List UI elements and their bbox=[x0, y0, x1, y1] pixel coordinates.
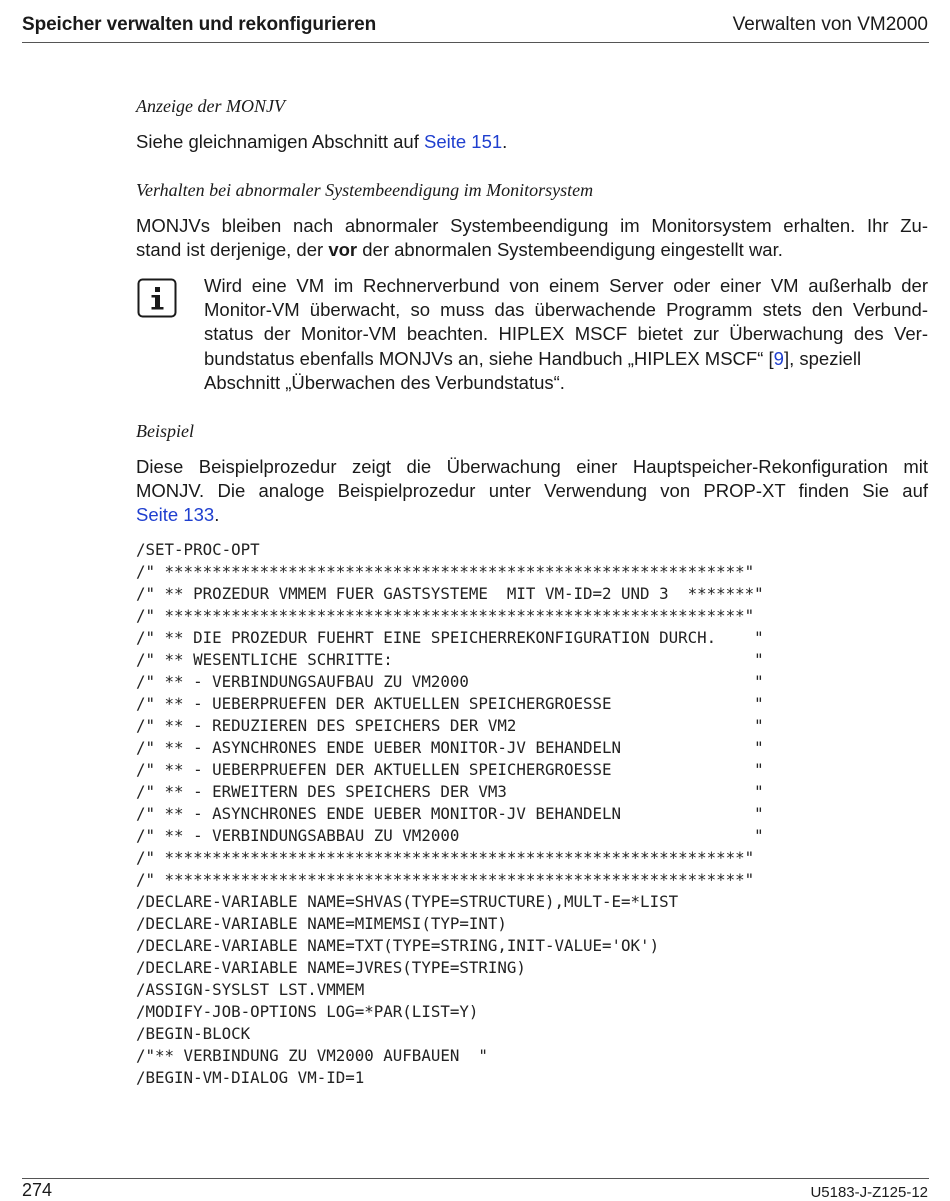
code-line: /BEGIN-BLOCK bbox=[136, 1024, 251, 1043]
document-id: U5183-J-Z125-12 bbox=[810, 1184, 928, 1201]
info-note bbox=[204, 274, 928, 395]
code-line: /MODIFY-JOB-OPTIONS LOG=*PAR(LIST=Y) bbox=[136, 1002, 479, 1021]
paragraph-text: stand ist derjenige, der bbox=[136, 239, 329, 260]
code-line: /" *************************************************************" bbox=[136, 606, 755, 625]
code-line: /" ** PROZEDUR VMMEM FUER GASTSYSTEME MIT VM-ID=2 UND 3 *******" bbox=[136, 584, 764, 603]
paragraph-abnormale-beendigung bbox=[136, 214, 928, 262]
info-icon bbox=[137, 278, 177, 318]
code-line: /" ** - REDUZIEREN DES SPEICHERS DER VM2 " bbox=[136, 716, 764, 735]
code-line: /ASSIGN-SYSLST LST.VMMEM bbox=[136, 980, 365, 999]
note-line: Wird eine VM im Rechnerverbund von einem Server oder einer VM außerhalb der bbox=[204, 275, 928, 296]
note-text: bundstatus ebenfalls MONJVs an, siehe Handbuch „HIPLEX MSCF“ [ bbox=[204, 347, 774, 369]
paragraph-anzeige bbox=[136, 130, 928, 154]
code-line: /" ** WESENTLICHE SCHRITTE: " bbox=[136, 650, 764, 669]
heading-abnormale-beendigung: Verhalten bei abnormaler Systembeendigung im Monitorsystem bbox=[136, 180, 594, 200]
running-header-chapter: Verwalten von VM2000 bbox=[732, 14, 928, 35]
paragraph-line: Diese Beispielprozedur zeigt die Überwachung einer Hauptspeicher-Rekonfiguration mit bbox=[136, 456, 928, 477]
note-line: Abschnitt „Überwachen des Verbundstatus“. bbox=[204, 371, 565, 393]
code-listing bbox=[136, 539, 764, 1089]
code-line: /DECLARE-VARIABLE NAME=JVRES(TYPE=STRING) bbox=[136, 958, 526, 977]
paragraph-line: MONJV. Die analoge Beispielprozedur unter Verwendung von PROP-XT finden Sie auf bbox=[136, 480, 928, 501]
footer-rule bbox=[22, 1178, 929, 1179]
heading-beispiel: Beispiel bbox=[136, 421, 194, 441]
heading-anzeige-monjv: Anzeige der MONJV bbox=[136, 96, 285, 116]
paragraph-text: Siehe gleichnamigen Abschnitt auf bbox=[136, 131, 424, 152]
paragraph-text: . bbox=[214, 504, 220, 525]
code-line: /" ** - VERBINDUNGSAUFBAU ZU VM2000 " bbox=[136, 672, 764, 691]
note-line: status der Monitor-VM beachten. HIPLEX MSCF bietet zur Überwachung des Ver- bbox=[204, 323, 928, 345]
note-line: Monitor-VM überwacht, so muss das überwachende Programm stets den Verbund- bbox=[204, 299, 928, 321]
code-line: /" ** DIE PROZEDUR FUEHRT EINE SPEICHERREKONFIGURATION DURCH. " bbox=[136, 628, 764, 647]
paragraph-beispiel bbox=[136, 455, 928, 527]
page-number: 274 bbox=[22, 1180, 53, 1200]
code-line: /" *************************************************************" bbox=[136, 562, 755, 581]
note-text: ], speziell bbox=[783, 347, 862, 369]
paragraph-line: MONJVs bleiben nach abnormaler Systembeendigung im Monitorsystem erhalten. Ihr Zu- bbox=[136, 215, 928, 236]
header-rule bbox=[22, 42, 929, 43]
emphasis-vor: vor bbox=[328, 239, 358, 260]
code-line: /"** VERBINDUNG ZU VM2000 AUFBAUEN " bbox=[136, 1046, 488, 1065]
code-line: /" ** - VERBINDUNGSABBAU ZU VM2000 " bbox=[136, 826, 764, 845]
code-line: /" *************************************************************" bbox=[136, 848, 755, 867]
code-line: /SET-PROC-OPT bbox=[136, 540, 260, 559]
code-line: /DECLARE-VARIABLE NAME=TXT(TYPE=STRING,INIT-VALUE='OK') bbox=[136, 936, 660, 955]
code-line: /BEGIN-VM-DIALOG VM-ID=1 bbox=[136, 1068, 365, 1087]
page-link-151[interactable]: Seite 151 bbox=[423, 131, 503, 152]
reference-link-9[interactable]: 9 bbox=[773, 347, 784, 369]
paragraph-text: . bbox=[502, 131, 508, 152]
code-line: /" ** - UEBERPRUEFEN DER AKTUELLEN SPEICHERGROESSE " bbox=[136, 760, 764, 779]
page-link-133[interactable]: Seite 133 bbox=[136, 504, 215, 525]
code-line: /" ** - ASYNCHRONES ENDE UEBER MONITOR-JV BEHANDELN " bbox=[136, 804, 764, 823]
code-line: /" ** - UEBERPRUEFEN DER AKTUELLEN SPEICHERGROESSE " bbox=[136, 694, 764, 713]
running-header-title: Speicher verwalten und rekonfigurieren bbox=[22, 14, 377, 35]
code-line: /DECLARE-VARIABLE NAME=MIMEMSI(TYP=INT) bbox=[136, 914, 507, 933]
code-line: /DECLARE-VARIABLE NAME=SHVAS(TYPE=STRUCTURE),MULT-E=*LIST bbox=[136, 892, 679, 911]
code-line: /" ** - ERWEITERN DES SPEICHERS DER VM3 " bbox=[136, 782, 764, 801]
code-line: /" *************************************************************" bbox=[136, 870, 755, 889]
paragraph-text: der abnormalen Systembeendigung eingestellt war. bbox=[357, 239, 783, 260]
code-line: /" ** - ASYNCHRONES ENDE UEBER MONITOR-JV BEHANDELN " bbox=[136, 738, 764, 757]
